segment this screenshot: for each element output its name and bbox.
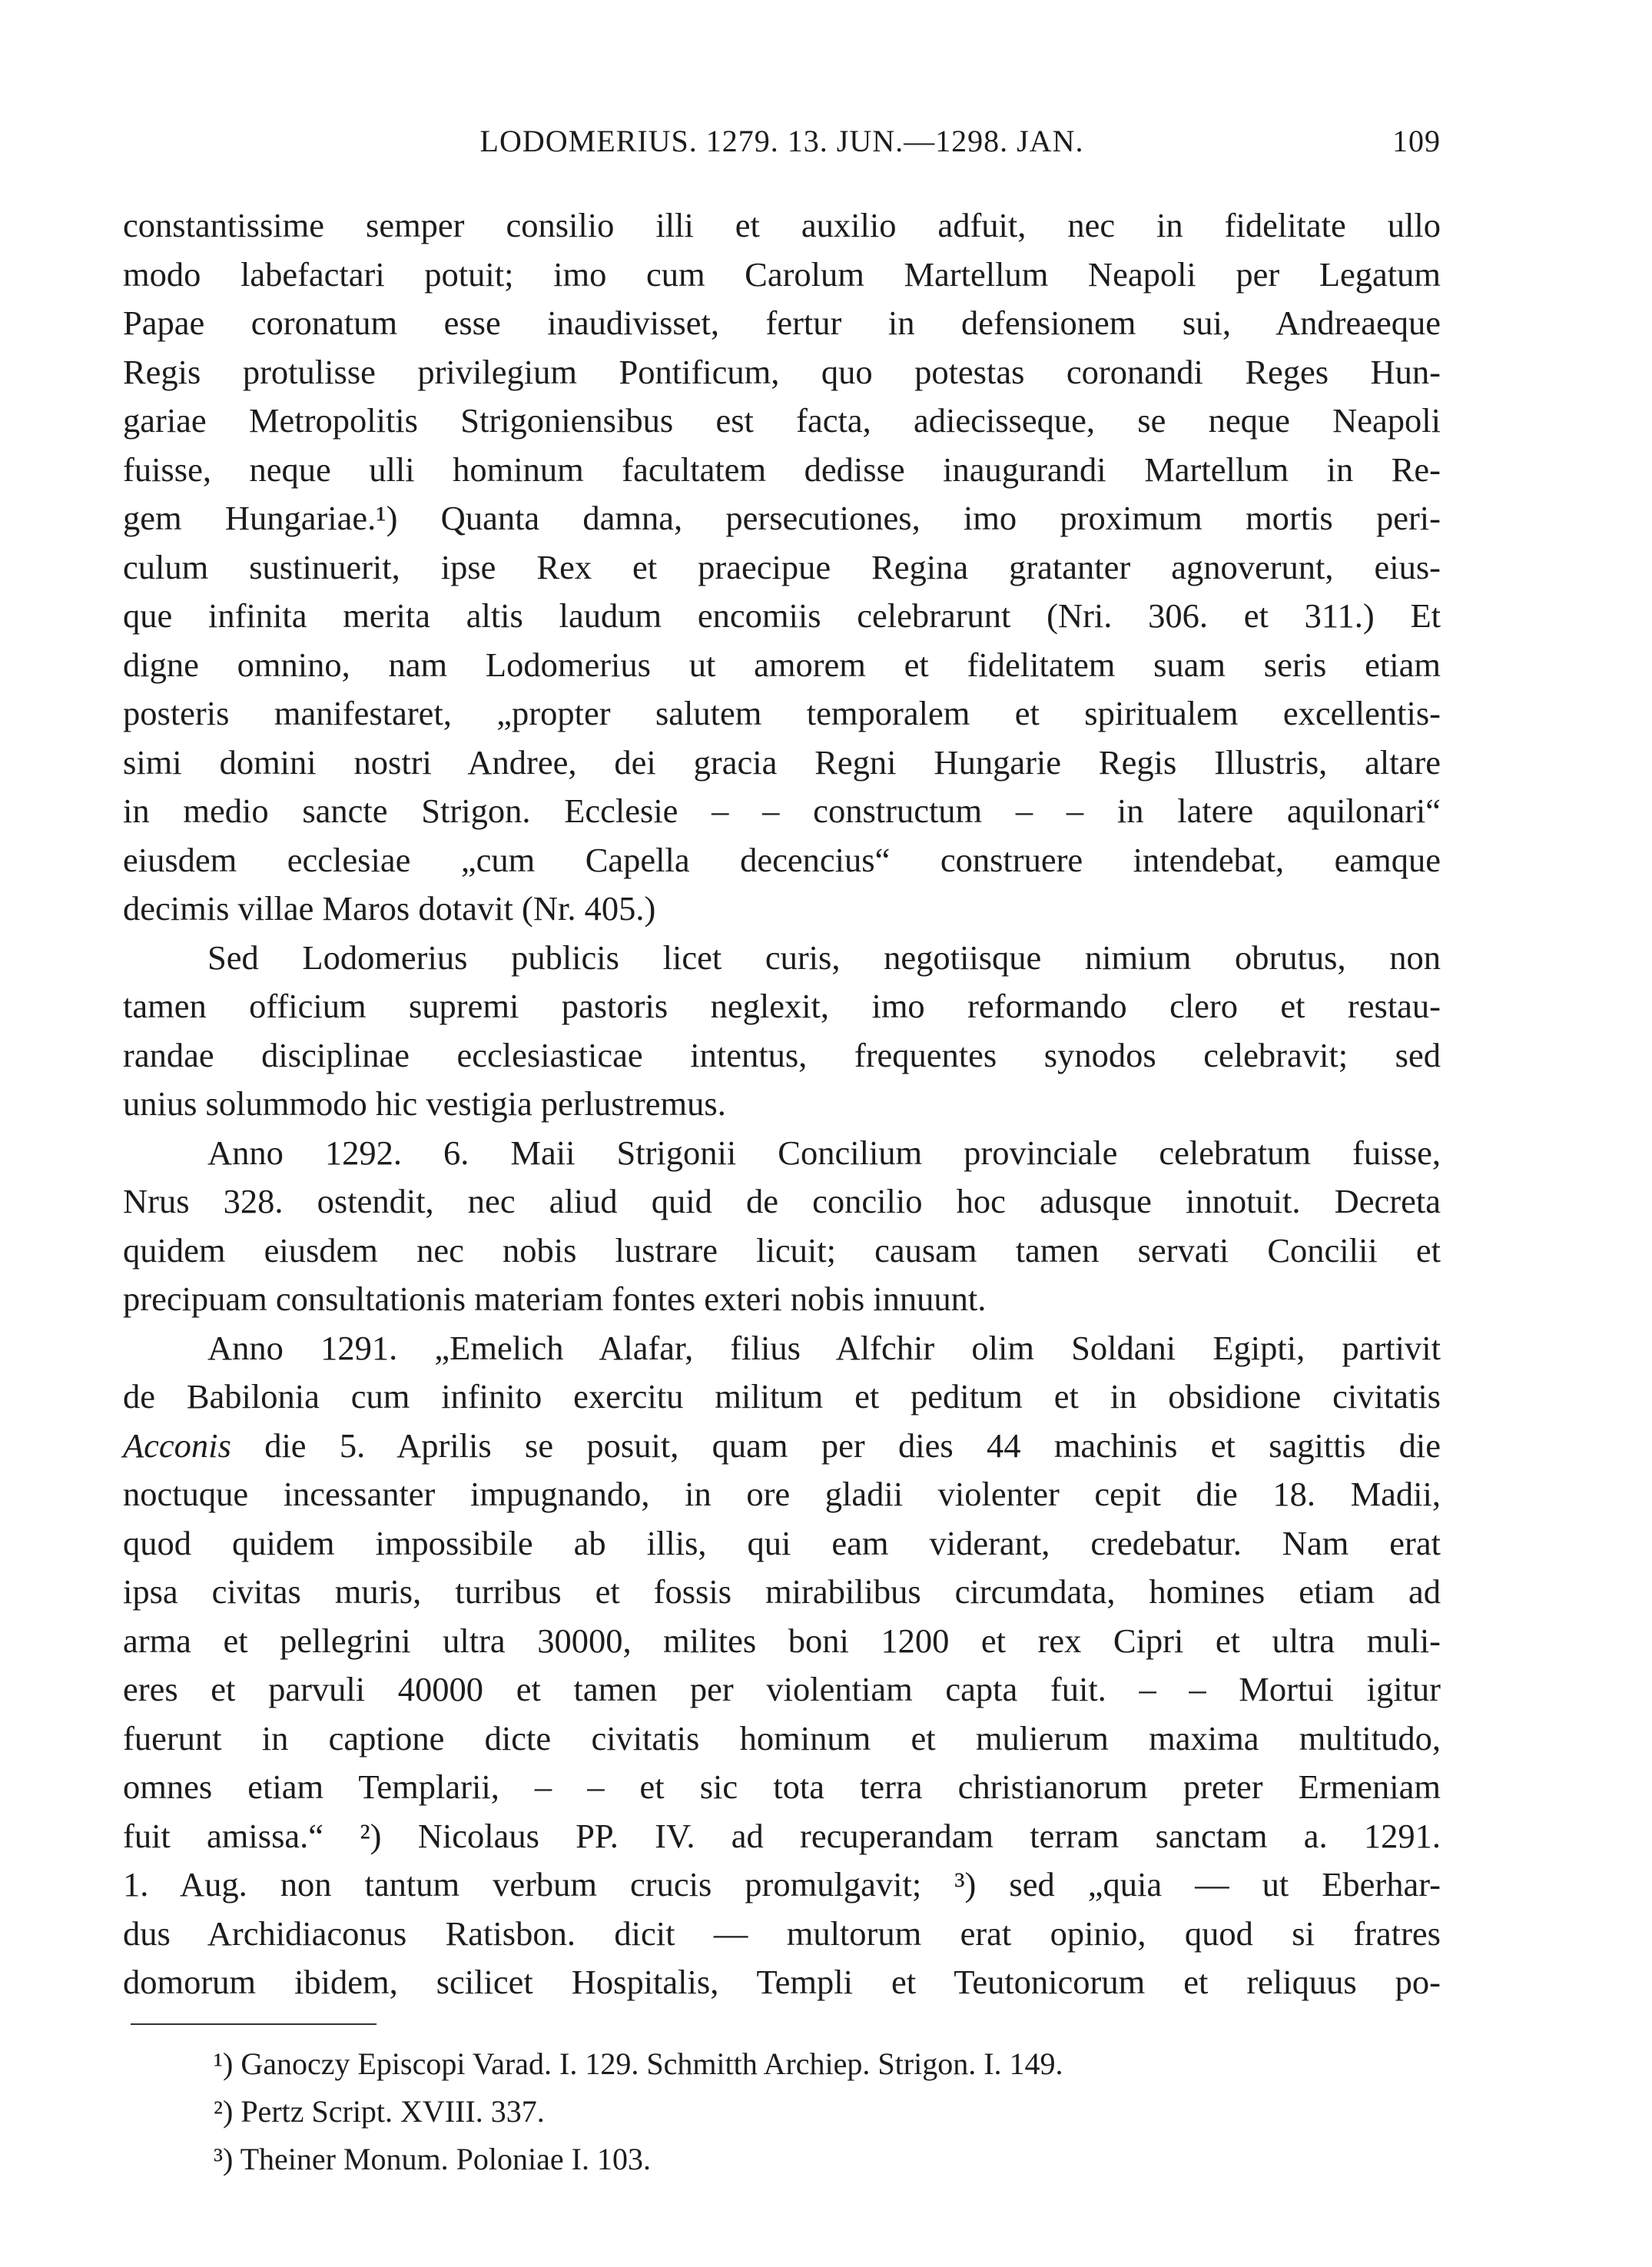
footnote: ³) Theiner Monum. Poloniae I. 103. (214, 2142, 651, 2176)
text-line: eiusdem ecclesiae „cum Capella decencius“ construere intendebat, eamque (123, 840, 1441, 879)
text-line: domorum ibidem, scilicet Hospitalis, Templi et Teutonicorum et reliquus po- (123, 1963, 1441, 2001)
text-line: omnes etiam Templarii, – – et sic tota terra christianorum preter Ermeniam (123, 1767, 1441, 1806)
text-line: Regis protulisse privilegium Pontificum, quo potestas coronandi Reges Hun- (123, 352, 1441, 391)
footnote: ¹) Ganoczy Episcopi Varad. I. 129. Schmitth Archiep. Strigon. I. 149. (214, 2046, 1063, 2081)
running-title: LODOMERIUS. 1279. 13. JUN.—1298. JAN. (479, 124, 1084, 158)
text-line: culum sustinuerit, ipse Rex et praecipue Regina gratanter agnoverunt, eius- (123, 547, 1441, 586)
text-line: in medio sancte Strigon. Ecclesie – – constructum – – in latere aquilonari“ (123, 792, 1441, 830)
text-line: Papae coronatum esse inaudivisset, fertur in defensionem sui, Andreaeque (123, 304, 1441, 342)
paragraph-start-line: Anno 1291. „Emelich Alafar, filius Alfchir olim Soldani Egipti, partivit (207, 1328, 1441, 1367)
text-line: precipuam consultationis materiam fontes exteri nobis innuunt. (123, 1280, 987, 1318)
text-line: decimis villae Maros dotavit (Nr. 405.) (123, 889, 656, 928)
text-line: de Babilonia cum infinito exercitu militum et peditum et in obsidione civitatis (123, 1377, 1441, 1416)
running-header (123, 123, 1441, 166)
text-line: Nrus 328. ostendit, nec aliud quid de concilio hoc adusque innotuit. Decreta (123, 1182, 1441, 1220)
text-line: eres et parvuli 40000 et tamen per violentiam capta fuit. – – Mortui igitur (123, 1670, 1441, 1708)
text-line: posteris manifestaret, „propter salutem temporalem et spiritualem excellentis- (123, 694, 1441, 732)
text-line: gariae Metropolitis Strigoniensibus est facta, adiecisseque, se neque Neapoli (123, 401, 1441, 440)
text-line: Acconis die 5. Aprilis se posuit, quam per dies 44 machinis et sagittis die (123, 1426, 1441, 1465)
footnote-divider (131, 2023, 377, 2025)
text-line: quod quidem impossibile ab illis, qui eam viderant, credebatur. Nam erat (123, 1523, 1441, 1562)
text-line: dus Archidiaconus Ratisbon. dicit — multorum erat opinio, quod si fratres (123, 1914, 1441, 1953)
text-line: ipsa civitas muris, turribus et fossis mirabilibus circumdata, homines etiam ad (123, 1572, 1441, 1611)
text-line: simi domini nostri Andree, dei gracia Regni Hungarie Regis Illustris, altare (123, 742, 1441, 782)
text-line: fuerunt in captione dicte civitatis hominum et mulierum maxima multitudo, (123, 1718, 1441, 1758)
main-text (123, 201, 1441, 2007)
text-line: 1. Aug. non tantum verbum crucis promulgavit; ³) sed „quia — ut Eberhar- (123, 1865, 1441, 1904)
text-line: quidem eiusdem nec nobis lustrare licuit; causam tamen servati Concilii et (123, 1230, 1441, 1270)
paragraph-start-line: Anno 1292. 6. Maii Strigonii Concilium provinciale celebratum fuisse, (207, 1133, 1441, 1172)
footnotes (214, 2040, 1366, 2183)
text-line: que infinita merita altis laudum encomiis celebrarunt (Nri. 306. et 311.) Et (123, 596, 1441, 635)
text-line: unius solummodo hic vestigia perlustremus. (123, 1084, 726, 1123)
page-number: 109 (1392, 124, 1441, 158)
text-line: gem Hungariae.¹) Quanta damna, persecutiones, imo proximum mortis peri- (123, 499, 1441, 537)
text-line: digne omnino, nam Lodomerius ut amorem et fidelitatem suam seris etiam (123, 645, 1441, 684)
text-line: modo labefactari potuit; imo cum Carolum Martellum Neapoli per Legatum (123, 254, 1441, 294)
text-line: noctuque incessanter impugnando, in ore gladii violenter cepit die 18. Madii, (123, 1475, 1441, 1513)
footnote: ²) Pertz Script. XVIII. 337. (214, 2094, 545, 2129)
text-line: randae disciplinae ecclesiasticae intentus, frequentes synodos celebravit; sed (123, 1035, 1441, 1074)
text-line: constantissime semper consilio illi et auxilio adfuit, nec in fidelitate ullo (123, 206, 1441, 244)
text-line: tamen officium supremi pastoris neglexit, imo reformando clero et restau- (123, 987, 1441, 1025)
text-line: arma et pellegrini ultra 30000, milites boni 1200 et rex Cipri et ultra muli- (123, 1621, 1441, 1660)
paragraph-start-line: Sed Lodomerius publicis licet curis, negotiisque nimium obrutus, non (207, 938, 1441, 977)
text-line: fuisse, neque ulli hominum facultatem dedisse inaugurandi Martellum in Re- (123, 450, 1441, 489)
text-line: fuit amissa.“ ²) Nicolaus PP. IV. ad recuperandam terram sanctam a. 1291. (123, 1816, 1441, 1855)
